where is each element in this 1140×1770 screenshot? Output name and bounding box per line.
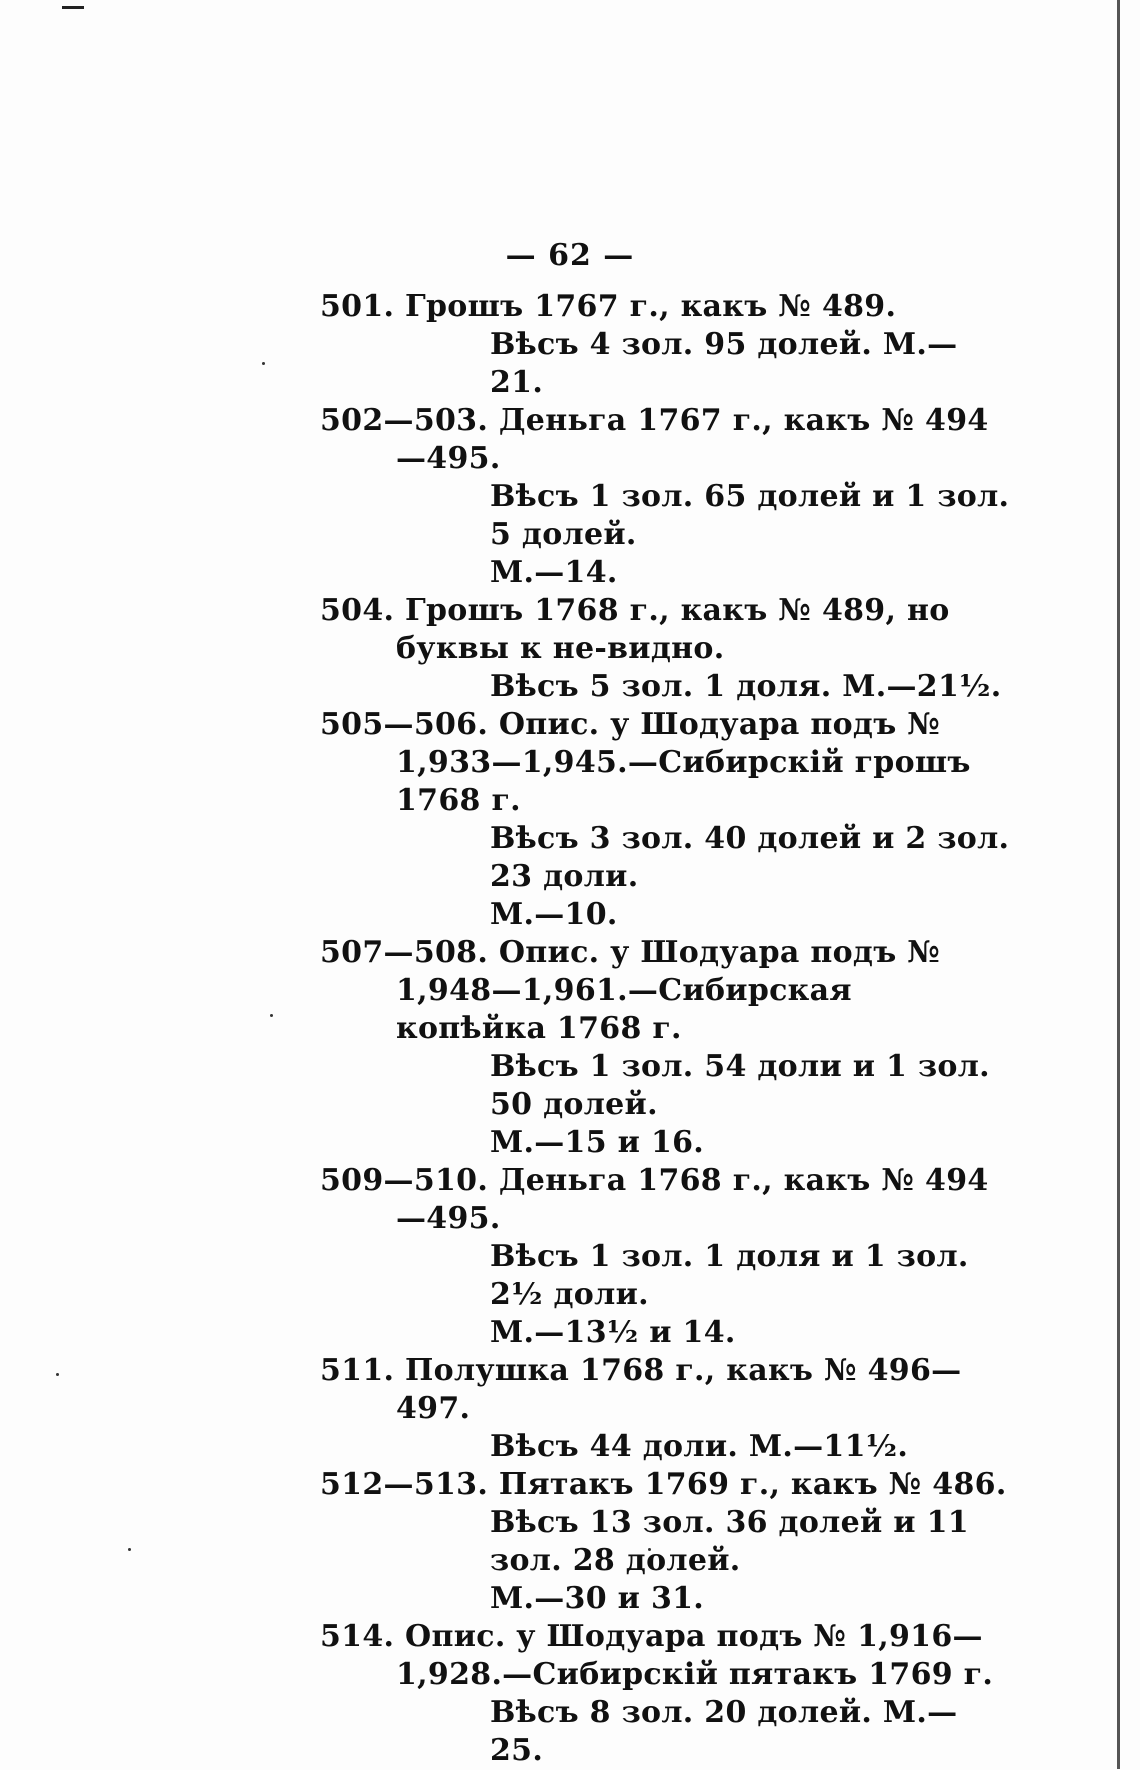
entry-value: М.—15 и 16.	[490, 1125, 705, 1160]
entry-description: 501. Грошъ 1767 г., какъ № 489.	[320, 289, 897, 324]
scan-speck	[270, 1014, 273, 1017]
entry-description: 514. Опис. у Шодуара подъ № 1,916—1,928.—Сибирскій пятакъ 1769 г.	[320, 1619, 994, 1692]
entry-value: М.—10.	[490, 897, 618, 932]
entry-weight: Вѣсъ 3 зол. 40 долей и 2 зол. 23 доли.	[490, 821, 1010, 894]
catalog-entry	[320, 592, 1010, 706]
entry-weight: Вѣсъ 1 зол. 65 долей и 1 зол. 5 долей.	[490, 479, 1010, 552]
scan-speck	[56, 1373, 59, 1376]
catalog-entries	[320, 288, 1010, 1770]
entry-weight: Вѣсъ 1 зол. 1 доля и 1 зол. 2½ доли.	[490, 1239, 969, 1312]
catalog-entry	[320, 1466, 1010, 1618]
catalog-entry	[320, 1352, 1010, 1466]
entry-description: 507—508. Опис. у Шодуара подъ № 1,948—1,961.—Сибирская копѣйка 1768 г.	[320, 935, 941, 1046]
entry-description: 512—513. Пятакъ 1769 г., какъ № 486.	[320, 1467, 1007, 1502]
entry-weight: Вѣсъ 13 зол. 36 долей и 11 зол. 28 долей.	[490, 1505, 969, 1578]
catalog-entry	[320, 1162, 1010, 1352]
entry-description: 504. Грошъ 1768 г., какъ № 489, но буквы к не-видно.	[320, 593, 950, 666]
entry-description: 511. Полушка 1768 г., какъ № 496—497.	[320, 1353, 962, 1426]
entry-weight: Вѣсъ 4 зол. 95 долей. М.—21.	[490, 327, 958, 400]
entry-weight: Вѣсъ 44 доли. М.—11½.	[490, 1429, 909, 1464]
catalog-entry	[320, 402, 1010, 592]
entry-weight: Вѣсъ 1 зол. 54 доли и 1 зол. 50 долей.	[490, 1049, 990, 1122]
page-number: — 62 —	[505, 238, 635, 273]
catalog-entry	[320, 934, 1010, 1162]
entry-weight: Вѣсъ 8 зол. 20 долей. М.—25.	[490, 1695, 958, 1768]
scan-speck	[128, 1548, 131, 1551]
entry-value: М.—30 и 31.	[490, 1581, 705, 1616]
entry-description: 505—506. Опис. у Шодуара подъ № 1,933—1,945.—Сибирскій грошъ 1768 г.	[320, 707, 971, 818]
scan-edge-top	[62, 6, 84, 9]
entry-value: М.—14.	[490, 555, 618, 590]
entry-value: М.—13½ и 14.	[490, 1315, 736, 1350]
entry-description: 502—503. Деньга 1767 г., какъ № 494—495.	[320, 403, 989, 476]
scan-speck	[262, 362, 265, 365]
catalog-entry	[320, 706, 1010, 934]
catalog-entry	[320, 1618, 1010, 1770]
catalog-entry	[320, 288, 1010, 402]
entry-description: 509—510. Деньга 1768 г., какъ № 494—495.	[320, 1163, 989, 1236]
entry-weight: Вѣсъ 5 зол. 1 доля. М.—21½.	[490, 669, 1002, 704]
